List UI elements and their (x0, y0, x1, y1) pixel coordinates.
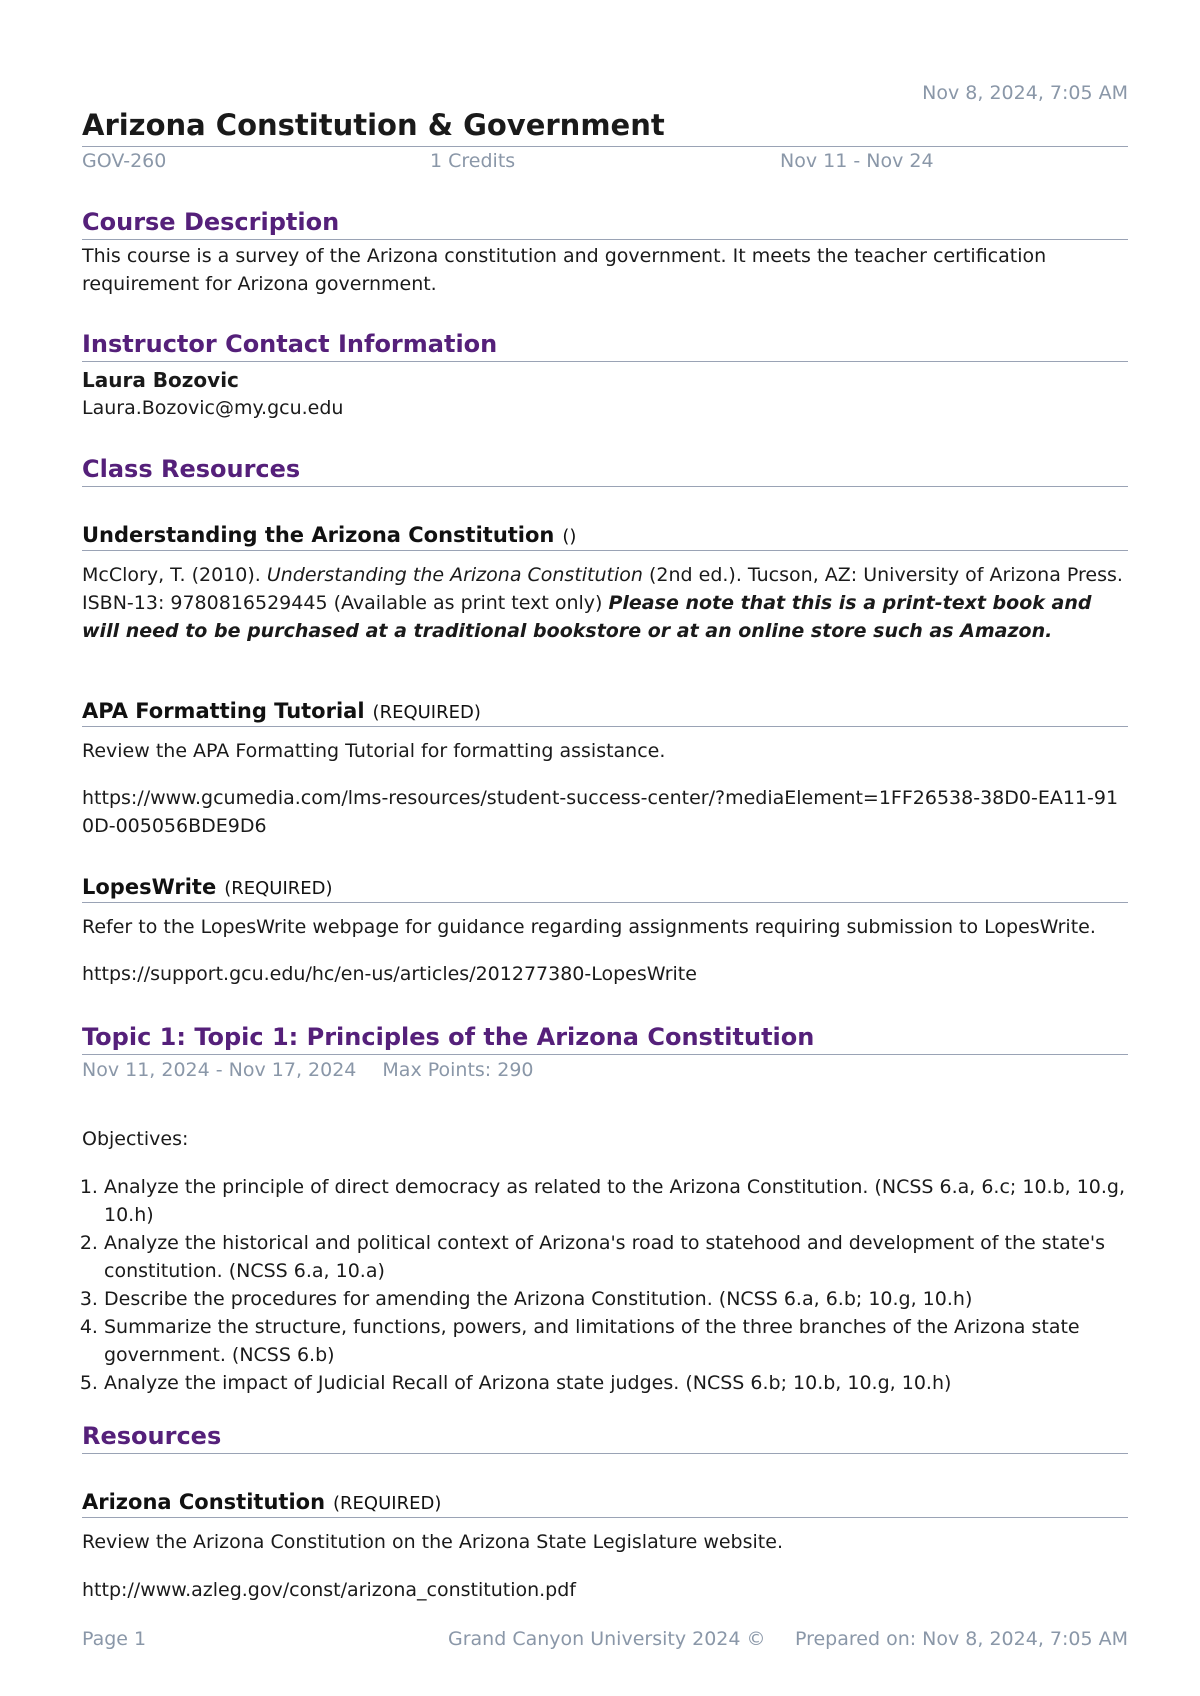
citation-book-title: Understanding the Arizona Constitution (266, 564, 643, 586)
resource-title-text: LopesWrite (82, 875, 217, 899)
course-credits: 1 Credits (430, 150, 516, 172)
lopeswrite-link[interactable]: https://support.gcu.edu/hc/en-us/articles/201277380-LopesWrite (82, 963, 697, 985)
footer-prepared-on: Prepared on: Nov 8, 2024, 7:05 AM (794, 1628, 1128, 1650)
resource-title-apa (82, 699, 1128, 727)
topic1-meta (82, 1056, 1128, 1084)
lopeswrite-description: Refer to the LopesWrite webpage for guidance regarding assignments requiring submission to LopesWrite. (82, 916, 1096, 938)
objectives-label: Objectives: (82, 1128, 189, 1150)
az-constitution-link[interactable]: http://www.azleg.gov/const/arizona_constitution.pdf (82, 1579, 576, 1601)
course-description-heading: Course Description (82, 209, 1128, 240)
objectives-list (82, 1173, 1150, 1397)
resources-heading: Resources (82, 1423, 1128, 1454)
textbook-citation (82, 561, 1128, 645)
class-resources-heading: Class Resources (82, 456, 1128, 487)
topic1-max-points: Max Points: 290 (382, 1059, 534, 1081)
objective-item: 1. Analyze the principle of direct democracy as related to the Arizona Constitution. (NCSS 6.a, 6.c; 10.b, 10.g, 10.h) (104, 1173, 1150, 1229)
objective-item: 5. Analyze the impact of Judicial Recall of Arizona state judges. (NCSS 6.b; 10.b, 10.g, 10.h) (104, 1369, 1150, 1397)
header-timestamp: Nov 8, 2024, 7:05 AM (922, 82, 1128, 104)
resource-title-lopeswrite (82, 875, 1128, 903)
citation-authors: McClory, T. (2010). (82, 564, 267, 586)
resource-title-az-constitution (82, 1490, 1128, 1518)
instructor-heading: Instructor Contact Information (82, 331, 1128, 362)
topic1-heading: Topic 1: Topic 1: Principles of the Arizona Constitution (82, 1024, 1128, 1055)
footer-copyright: Grand Canyon University 2024 © (448, 1628, 766, 1650)
apa-description: Review the APA Formatting Tutorial for formatting assistance. (82, 740, 666, 762)
az-constitution-description: Review the Arizona Constitution on the Arizona State Legislature website. (82, 1531, 783, 1553)
print-text-note: Please note that this is a print-text book and will need to be purchased at a traditional bookstore or at an online store such as Amazon. (82, 592, 1092, 642)
footer-page-number: Page 1 (82, 1628, 147, 1650)
instructor-name: Laura Bozovic (82, 368, 239, 392)
resource-tag: (REQUIRED) (372, 702, 481, 723)
resource-title-textbook (82, 523, 1128, 551)
resource-tag: (REQUIRED) (333, 1493, 442, 1514)
topic1-dates: Nov 11, 2024 - Nov 17, 2024 (82, 1059, 357, 1081)
course-title: Arizona Constitution & Government (82, 110, 1128, 147)
objective-item: 4. Summarize the structure, functions, powers, and limitations of the three branches of the Arizona state government. (NCSS 6.b) (104, 1313, 1150, 1369)
objective-item: 2. Analyze the historical and political context of Arizona's road to statehood and development of the state's constitution. (NCSS 6.a, 10.a) (104, 1229, 1150, 1285)
objective-item: 3. Describe the procedures for amending the Arizona Constitution. (NCSS 6.a, 6.b; 10.g, 10.h) (104, 1285, 1150, 1313)
resource-title-text: Understanding the Arizona Constitution (82, 523, 555, 547)
resource-tag: (REQUIRED) (224, 878, 333, 899)
resource-title-text: APA Formatting Tutorial (82, 699, 365, 723)
resource-title-text: Arizona Constitution (82, 1490, 326, 1514)
course-dates: Nov 11 - Nov 24 (780, 150, 934, 172)
apa-link[interactable]: https://www.gcumedia.com/lms-resources/student-success-center/?mediaElement=1FF26538-38D0-EA11-910D-005056BDE9D6 (82, 787, 1119, 837)
course-description-text: This course is a survey of the Arizona constitution and government. It meets the teacher certification requirement for Arizona government. (82, 245, 1047, 295)
resource-tag: () (562, 526, 577, 547)
instructor-email: Laura.Bozovic@my.gcu.edu (82, 397, 344, 419)
course-code: GOV-260 (82, 150, 167, 172)
citation-details: (2nd ed.). Tucson, AZ: University of Arizona Press. ISBN-13: 9780816529445 (Available as print text only) (82, 564, 1123, 614)
